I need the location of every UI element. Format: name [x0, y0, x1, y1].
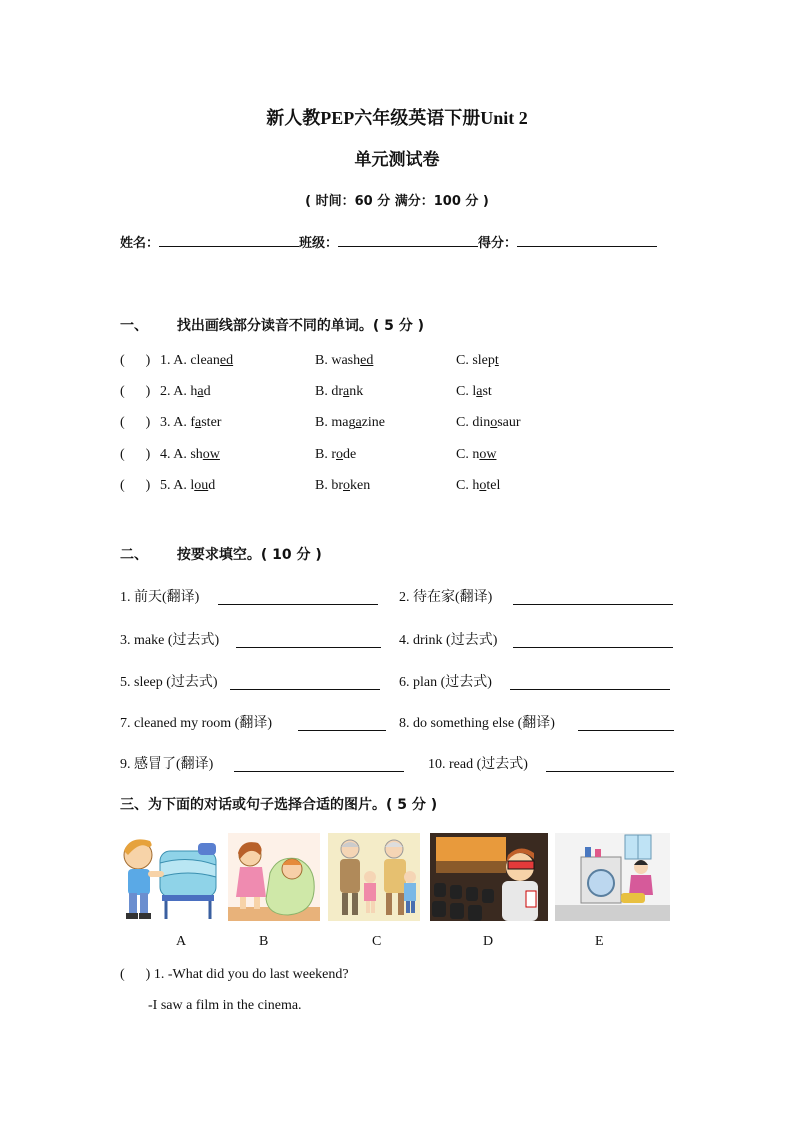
option-c: [456, 353, 499, 369]
word-under: o: [490, 415, 498, 430]
name-label: 姓名：: [120, 236, 160, 251]
section2-heading: [120, 544, 322, 564]
answer-paren[interactable]: ( ): [120, 384, 151, 399]
picture-b: [228, 833, 320, 921]
answer-blank[interactable]: [298, 730, 386, 731]
section3-heading: 三、为下面的对话或句子选择合适的图片。( 5 分 ): [120, 797, 438, 813]
option-prefix: B.: [315, 447, 328, 462]
page-title: 新人教PEP六年级英语下册Unit 2: [266, 108, 528, 128]
picture-label-e: E: [595, 934, 604, 949]
word-under: a: [195, 415, 202, 430]
option-prefix: C.: [456, 353, 469, 368]
section1-heading: [120, 315, 424, 335]
answer-paren[interactable]: ( ): [120, 353, 151, 368]
answer-paren[interactable]: ( ): [120, 478, 151, 493]
word-under: ed: [360, 353, 374, 368]
word-post: saur: [497, 415, 521, 430]
time-score-info: ( 时间：60 分 满分：100 分 ): [305, 194, 489, 209]
option-prefix: 5. A.: [160, 478, 187, 493]
word-pre: h: [472, 478, 480, 493]
answer-paren[interactable]: ( ): [120, 967, 151, 982]
word-under: o: [336, 447, 344, 462]
word-under: a: [343, 384, 350, 399]
option-b: [315, 478, 370, 494]
fill-item-prompt: 5. sleep (过去式): [120, 675, 218, 690]
word-under: ed: [219, 353, 234, 368]
section1-number: 一、: [120, 318, 148, 334]
picture-label-d: D: [483, 934, 494, 949]
fill-item: [399, 712, 555, 732]
word-post: nk: [349, 384, 364, 399]
class-label: 班级：: [299, 236, 339, 251]
fill-item-prompt: 8. do something else (翻译): [399, 716, 555, 731]
option-prefix: B.: [315, 384, 328, 399]
fill-item: [120, 586, 199, 606]
student-info-line: [120, 232, 657, 251]
picture-a: [120, 833, 220, 921]
option-b: [315, 384, 363, 400]
word-post: d: [203, 384, 211, 399]
word-under: o: [479, 478, 487, 493]
picture-c: [328, 833, 420, 921]
boy-making-bed-picture: [120, 833, 220, 921]
word-post: zine: [361, 415, 385, 430]
word-post: st: [482, 384, 492, 399]
option-b: [315, 447, 356, 463]
word-pre: r: [331, 447, 337, 462]
girl-caring-sick-child-picture: [228, 833, 320, 921]
option-a: [160, 384, 211, 400]
section1-question-row: [120, 415, 640, 435]
section3-question-1: [120, 967, 349, 983]
option-prefix: B.: [315, 353, 328, 368]
option-b: [315, 415, 385, 431]
word-pre: mag: [331, 415, 356, 430]
section1-question-row: [120, 353, 640, 373]
answer-paren[interactable]: ( ): [120, 447, 151, 462]
option-a: [160, 353, 233, 369]
fill-item-prompt: 3. make (过去式): [120, 633, 220, 648]
answer-blank[interactable]: [236, 647, 381, 648]
word-pre: sh: [190, 447, 203, 462]
picture-e: [555, 833, 670, 921]
fill-item-prompt: 6. plan (过去式): [399, 675, 492, 690]
fill-item: [399, 586, 492, 606]
section2-text: 按要求填空。( 10 分 ): [176, 547, 322, 563]
section1-question-row: [120, 384, 640, 404]
word-under: a: [476, 384, 483, 399]
option-c: [456, 415, 521, 431]
word-under: ow: [202, 447, 220, 462]
fill-item: [399, 671, 492, 691]
option-a: [160, 447, 220, 463]
word-pre: n: [472, 447, 480, 462]
word-under: o: [343, 478, 351, 493]
option-prefix: C.: [456, 415, 469, 430]
option-a: [160, 415, 221, 431]
option-prefix: C.: [456, 384, 469, 399]
section1-text: 找出画线部分读音不同的单词。( 5 分 ): [176, 318, 425, 334]
score-label: 得分：: [478, 236, 518, 251]
fill-item-prompt: 10. read (过去式): [428, 757, 528, 772]
option-prefix: 4. A.: [160, 447, 187, 462]
fill-item-prompt: 4. drink (过去式): [399, 633, 498, 648]
fill-item-prompt: 7. cleaned my room (翻译): [120, 716, 273, 731]
question-text: 1. -What did you do last weekend?: [153, 967, 349, 982]
word-under: ow: [479, 447, 497, 462]
answer-blank[interactable]: [510, 689, 670, 690]
word-post: tel: [486, 478, 501, 493]
option-prefix: C.: [456, 478, 469, 493]
word-pre: l: [190, 478, 195, 493]
word-under: a: [355, 415, 362, 430]
fill-item-prompt: 9. 感冒了(翻译): [120, 757, 214, 772]
word-pre: l: [472, 384, 477, 399]
picture-label-b: B: [259, 934, 269, 949]
page-subtitle: 单元测试卷: [354, 150, 440, 169]
word-post: ken: [350, 478, 371, 493]
class-blank[interactable]: [338, 232, 478, 247]
word-under: t: [494, 353, 499, 368]
fill-item-prompt: 2. 待在家(翻译): [399, 590, 493, 605]
word-pre: clean: [190, 353, 220, 368]
fill-item: [399, 629, 497, 649]
fill-item: [120, 753, 213, 773]
word-pre: din: [472, 415, 491, 430]
word-pre: dr: [331, 384, 344, 399]
answer-blank[interactable]: [578, 730, 674, 731]
section1-question-row: [120, 478, 640, 498]
word-post: de: [343, 447, 357, 462]
option-c: [456, 447, 496, 463]
word-pre: slep: [472, 353, 495, 368]
option-a: [160, 478, 215, 494]
picture-d: [430, 833, 548, 921]
word-under: ou: [194, 478, 209, 493]
fill-item: [120, 712, 272, 732]
word-post: ster: [201, 415, 222, 430]
option-prefix: 2. A.: [160, 384, 187, 399]
option-prefix: 3. A.: [160, 415, 187, 430]
option-prefix: 1. A.: [160, 353, 187, 368]
word-pre: f: [190, 415, 196, 430]
option-c: [456, 478, 500, 494]
answer-blank[interactable]: [513, 647, 673, 648]
score-blank[interactable]: [517, 232, 657, 247]
option-prefix: C.: [456, 447, 469, 462]
fill-item: [120, 629, 219, 649]
word-pre: wash: [331, 353, 361, 368]
answer-paren[interactable]: ( ): [120, 415, 151, 430]
family-grandparents-picture: [328, 833, 420, 921]
fill-item: [120, 671, 218, 691]
option-c: [456, 384, 492, 400]
answer-blank[interactable]: [234, 771, 404, 772]
word-post: d: [208, 478, 216, 493]
answer-blank[interactable]: [230, 689, 380, 690]
name-blank[interactable]: [159, 232, 299, 247]
word-under: a: [197, 384, 204, 399]
answer-blank[interactable]: [218, 604, 378, 605]
answer-blank[interactable]: [513, 604, 673, 605]
word-pre: br: [331, 478, 344, 493]
option-b: [315, 353, 373, 369]
picture-label-c: C: [372, 934, 382, 949]
fill-item-prompt: 1. 前天(翻译): [120, 590, 200, 605]
picture-label-a: A: [176, 934, 187, 949]
section2-number: 二、: [120, 547, 148, 563]
fill-item: [428, 753, 528, 773]
section1-question-row: [120, 447, 640, 467]
answer-blank[interactable]: [546, 771, 674, 772]
option-prefix: B.: [315, 478, 328, 493]
option-prefix: B.: [315, 415, 328, 430]
section3-answer-1: -I saw a film in the cinema.: [148, 998, 302, 1013]
woman-washing-machine-picture: [555, 833, 670, 921]
cinema-boy-3d-glasses-picture: [430, 833, 548, 921]
word-pre: h: [190, 384, 198, 399]
